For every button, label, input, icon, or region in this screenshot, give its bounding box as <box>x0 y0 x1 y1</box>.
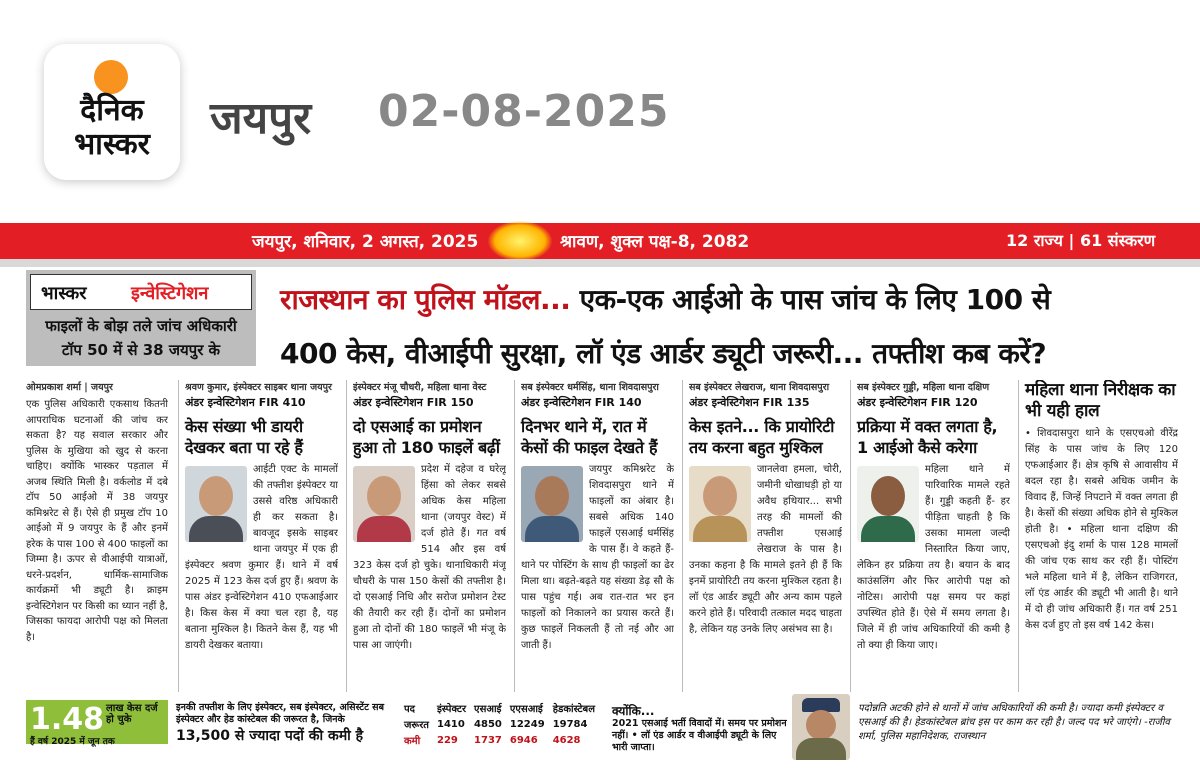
edition-info: 12 राज्य | 61 संस्करण <box>1006 231 1156 250</box>
kicker-brand: भास्कर <box>41 283 87 304</box>
stat-caption: हैं वर्ष 2025 में जून तक <box>30 737 115 747</box>
byline: ओमप्रकाश शर्मा | जयपुर <box>26 382 113 393</box>
officer-photo <box>689 466 751 542</box>
dgp-photo <box>792 694 850 760</box>
officer-byline: सब इंस्पेक्टर धर्मसिंह, थाना शिवदासपुरा <box>521 382 659 393</box>
reason-title: क्योंकि... <box>612 704 655 718</box>
story-body: आईटी एक्ट के मामलों की तफ्तीश इंस्पेक्टर या उससे वरिष्ठ अधिकारी ही कर सकता है। बावजूद इसके साइबर थाना जयपुर में एक ही इंस्पेक्टर श्रवण कुमार हैं। थाने में वर्ष 2025 में 123 केस दर्ज हुए हैं। श्रवण के पास अंडर इन्वेस्टिगेशन 410 एफआईआर है। किस केस में क्या चल रहा है, यह बताना मुश्किल है। कितने केस हैं, यह भी डायरी देखकर बताया। <box>185 464 338 651</box>
case-story-3 <box>514 380 674 692</box>
headline-red: राजस्थान का पुलिस मॉडल... <box>280 283 571 316</box>
table-cell: 4628 <box>552 734 581 746</box>
table-header: पद <box>404 704 415 715</box>
story-body: महिला थाने में पारिवारिक मामले रहते हैं। गुड्डी कहती हैं- हर पीड़िता चाहती है कि उसका मामला जल्दी निस्तारित किया जाए, लेकिन हर प्रक्रिया तय है। बयान के बाद काउंसलिंग और फिर आरोपी पक्ष को नोटिस। आरोपी पक्ष समय पर कहां उपस्थित होते हैं। ऐसे में समय लगता है। जिले में ही जांच अधिकारियों की कमी है तो क्या ही किया जाए। <box>857 464 1010 651</box>
table-cell: 1410 <box>436 718 465 730</box>
kicker-subtitle-1: फाइलों के बोझ तले जांच अधिकारी <box>45 317 237 335</box>
case-story-4 <box>682 380 842 692</box>
story-body: जानलेवा हमला, चोरी, जमीनी धोखाधड़ी हो या अवैध हथियार... सभी तरह की मामलों की तफ्तीश एसआई लेखराज के पास है। उनका कहना है कि मामले इतने ही हैं कि इनमें प्रायोरिटी तय करना मुश्किल रहता है। लॉ एंड आर्डर ड्यूटी और अन्य काम पहले करने होते हैं। परिवादी तत्काल मदद चाहता है, लेकिन यह उनके लिए असंभव सा है। <box>689 464 842 635</box>
officer-byline: श्रवण कुमार, इंस्पेक्टर साइबर थाना जयपुर <box>185 382 332 393</box>
story-headline: दिनभर थाने में, रात में केसों की फाइल देखते हैं <box>521 417 658 457</box>
vacancy-fact: इनकी तफ्तीश के लिए इंस्पेक्टर, सब इंस्पेक्टर, असिस्टेंट सब इंस्पेक्टर और हेड कांस्टेबल की जरूरत है, जिनके <box>176 702 385 725</box>
story-headline: केस इतने... कि प्रायोरिटी तय करना बहुत मुश्किल <box>689 417 835 457</box>
edition-city: जयपुर <box>210 93 312 144</box>
logo-text-line2: भास्कर <box>74 127 150 162</box>
dgp-quote: पदोन्नति अटकी होने से थानों में जांच अधिकारियों की कमी है। ज्यादा कमी इंस्पेक्टर व एसआई की है। हेडकांस्टेबल ब्रांच इस पर काम कर रही है। जल्द पद भरे जाएंगे। -राजीव शर्मा, पुलिस महानिदेशक, राजस्थान <box>858 703 1170 742</box>
table-row <box>400 716 599 732</box>
officer-photo <box>521 466 583 542</box>
story-body: जयपुर कमिश्नरेट के शिवदासपुरा थाने में फाइलों का अंबार है। सबसे अधिक 140 फाइलें एसआई धर्मसिंह के पास हैं। वे कहते हैं- थाने पर पोस्टिंग के साथ ही फाइलों का ढेर मिला था। बढ़ते-बढ़ते यह संख्या डेढ़ सौ के पास पहुंच गई। अब रात-रात भर इन फाइलों को निकालने का प्रयास करते हैं। कुछ फाइलें निकलती हैं तो नई और आ जाती हैं। <box>521 464 674 651</box>
fir-label: अंडर इन्वेस्टिगेशन FIR 120 <box>857 396 978 409</box>
headline-rest: एक-एक आईओ के पास जांच के लिए 100 से <box>570 283 1051 316</box>
sidebar-story <box>1018 380 1178 692</box>
officer-photo <box>185 466 247 542</box>
table-cell: 229 <box>436 734 458 746</box>
case-story-5 <box>850 380 1010 692</box>
table-cell: 19784 <box>552 718 588 730</box>
article-lead <box>26 380 168 692</box>
stat-box <box>26 700 168 747</box>
divider <box>0 259 1200 267</box>
main-headline-line1 <box>280 280 1050 318</box>
stat-unit: लाख केस दर्ज हो चुके <box>106 703 158 725</box>
table-header: इंस्पेक्टर <box>436 704 467 715</box>
story-headline: केस संख्या भी डायरी देखकर बता पा रहे हैं <box>185 417 303 457</box>
masthead-band <box>0 223 1200 259</box>
case-story-2 <box>346 380 506 692</box>
row-label: जरूरत <box>404 720 429 731</box>
table-header-row <box>400 700 599 716</box>
kicker-series: इन्वेस्टिगेशन <box>131 283 209 304</box>
article-body: एक पुलिस अधिकारी एकसाथ कितनी आपराधिक घटनाओं की जांच कर सकता है? यह सवाल सरकार और पुलिस के मुखिया को खुद से करना चाहिए। क्योंकि भास्कर पड़ताल में अजब स्थिति मिली है। वर्कलोड में दबे टॉप 50 आईओ में 38 जयपुर कमिश्नरेट से हैं। ऐसे ही प्रमुख टॉप 10 आईओ में 9 जयपुर के हैं और इनमें हरेक के पास 100 से 400 फाइलों का जिम्मा है। ऊपर से वीआईपी यात्राओं, धरने-प्रदर्शन, धार्मिक-सामाजिक कार्यक्रमों भी ड्यूटी है। क्राइम इन्वेस्टिगेशन पर किसी का ध्यान नहीं है, जिसका फायदा आरोपी पक्ष को मिलता है। <box>26 399 168 643</box>
table-cell: 4850 <box>474 718 502 730</box>
story-body: प्रदेश में दहेज व घरेलू हिंसा को लेकर सबसे अधिक केस महिला थाना (जयपुर वेस्ट) में दर्ज होते हैं। गत वर्ष 514 और इस वर्ष 323 केस दर्ज हो चुके। थानाधिकारी मंजू चौधरी के पास 150 केसों की तफ्तीश है। दो एसआई निधि और सरोज प्रमोशन टेस्ट की तैयारी कर रही हैं। दोनों का प्रमोशन हुआ तो दोनों की 180 फाइलें भी मंजू के पास आ जाएंगी। <box>353 464 506 651</box>
kicker-subtitle-2: टॉप 50 में से 38 जयपुर के <box>61 341 221 359</box>
dateline: जयपुर, शनिवार, 2 अगस्त, 2025 <box>252 232 479 252</box>
panchang-date: श्रावण, शुक्ल पक्ष-8, 2082 <box>560 232 750 252</box>
fir-label: अंडर इन्वेस्टिगेशन FIR 135 <box>689 396 810 409</box>
case-story-1 <box>178 380 338 692</box>
sun-icon <box>488 221 552 261</box>
table-cell: 1737 <box>474 734 502 746</box>
story-headline: दो एसआई का प्रमोशन हुआ तो 180 फाइलें बढ़ीं <box>353 417 500 457</box>
sidebar-headline: महिला थाना निरीक्षक का भी यही हाल <box>1025 380 1176 421</box>
table-header: एएसआई <box>509 704 543 715</box>
table-header: एसआई <box>474 704 502 715</box>
fir-label: अंडर इन्वेस्टिगेशन FIR 150 <box>353 396 474 409</box>
officer-photo <box>353 466 415 542</box>
reason-body: 2021 एसआई भर्ती विवादों में। समय पर प्रमोशन नहीं। • लॉ एंड आर्डर व वीआईपी ड्यूटी के लिए भारी जाप्ता। <box>612 718 787 753</box>
table-row <box>400 732 599 748</box>
table-cell: 12249 <box>509 718 545 730</box>
officer-byline: सब इंस्पेक्टर गुड्डी, महिला थाना दक्षिण <box>857 382 990 393</box>
sidebar-body: • शिवदासपुरा थाने के एसएचओ वीरेंद्र सिंह के पास जांच के लिए 120 एफआईआर हैं। क्षेत्र कृषि से आवासीय में बदल रहा है। सबसे अधिक जमीन के विवाद हैं, जिन्हें निपटाने में वक्त लगता ही है। केसों की संख्या अधिक होने से मुश्किल होती है। • महिला थाना दक्षिण की एसएचओ इंदु शर्मा के पास 128 मामलों की जांच एक साथ कर रही हैं। पोस्टिंग भले महिला थाने में है, लेकिन राजिगरत, लॉ एंड आर्डर की ड्यूटी भी आती है। थाने में दो ही जांच अधिकारी हैं। गत वर्ष 251 केस दर्ज हुए तो इस वर्ष 142 केस। <box>1025 428 1178 631</box>
main-headline-line2: 400 केस, वीआईपी सुरक्षा, लॉ एंड आर्डर ड्यूटी जरूरी... तफ्तीश कब करें? <box>280 337 1047 370</box>
row-label: कमी <box>404 736 421 747</box>
table-header: हेडकांस्टेबल <box>552 704 596 715</box>
officer-byline: इंस्पेक्टर मंजू चौधरी, महिला थाना वेस्ट <box>353 382 487 393</box>
app-logo <box>44 44 180 180</box>
vacancy-fact-highlight: 13,500 से ज्यादा पदों की कमी है <box>176 728 364 744</box>
stat-number: 1.48 <box>30 702 105 737</box>
fir-label: अंडर इन्वेस्टिगेशन FIR 140 <box>521 396 642 409</box>
section-kicker <box>26 270 256 366</box>
edition-date: 02-08-2025 <box>378 86 670 137</box>
logo-text-line1: दैनिक <box>80 93 144 128</box>
officer-photo <box>857 466 919 542</box>
logo-sun-icon <box>94 60 128 94</box>
fir-label: अंडर इन्वेस्टिगेशन FIR 410 <box>185 396 306 409</box>
vacancy-table <box>400 700 599 748</box>
officer-byline: सब इंस्पेक्टर लेखराज, थाना शिवदासपुरा <box>689 382 830 393</box>
kicker-brand-box <box>30 274 252 310</box>
story-headline: प्रक्रिया में वक्त लगता है, 1 आईओ कैसे करेगा <box>857 417 998 457</box>
table-cell: 6946 <box>509 734 538 746</box>
